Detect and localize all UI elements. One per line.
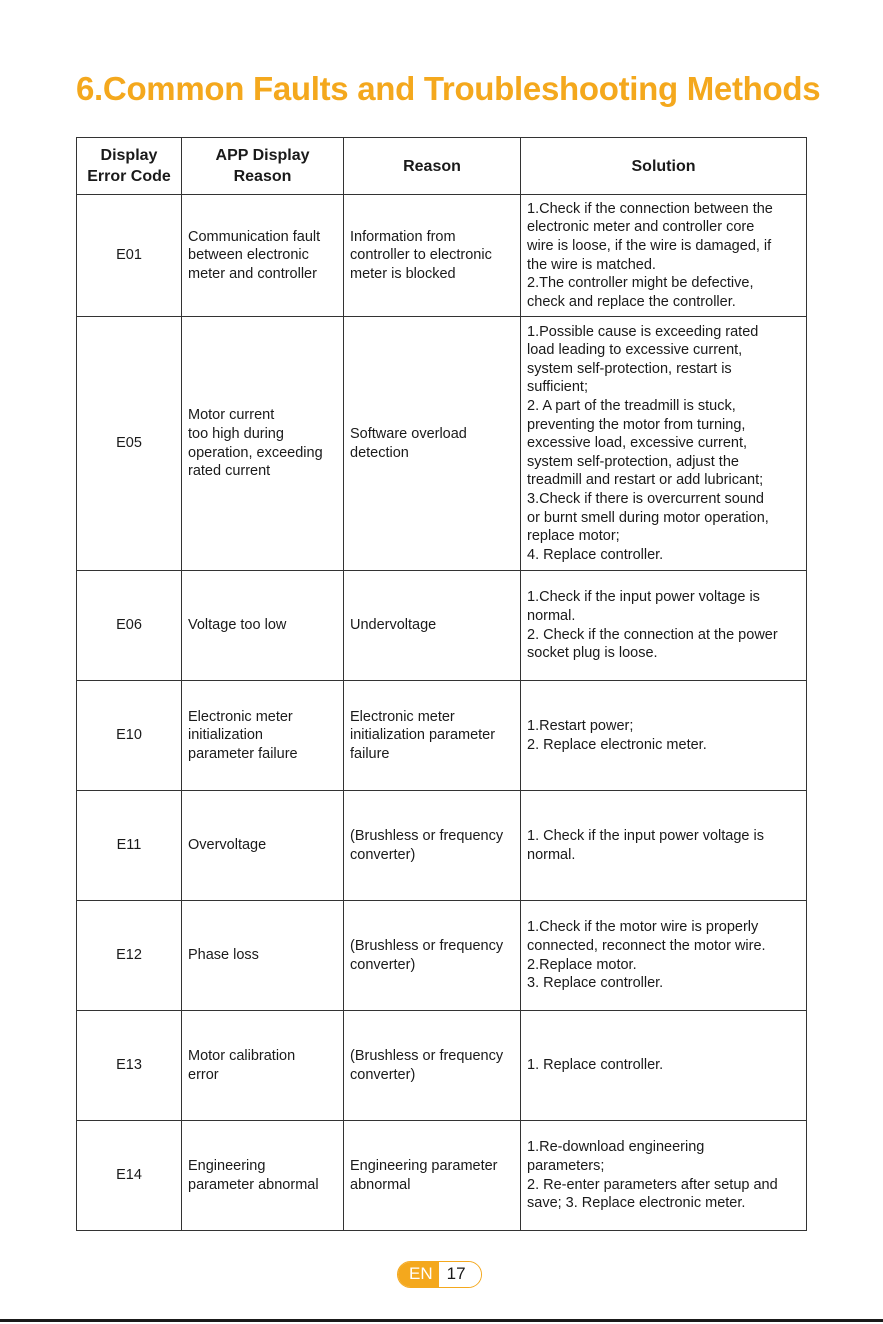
app-reason-text: Electronic meter initialization parameter failure — [188, 708, 298, 762]
solution-text: 1.Check if the motor wire is properly connected, reconnect the motor wire. 2.Replace motor. 3. Replace controller. — [527, 919, 766, 992]
page-title: 6.Common Faults and Troubleshooting Methods — [76, 70, 821, 107]
error-code-cell: E10 — [77, 681, 182, 791]
solution-cell — [521, 317, 807, 571]
header-app-reason-label: APP Display Reason — [215, 147, 310, 185]
app-reason-cell — [182, 791, 344, 901]
app-reason-text: Voltage too low — [188, 617, 287, 634]
solution-cell — [521, 571, 807, 681]
app-reason-cell — [182, 571, 344, 681]
solution-text: 1. Replace controller. — [527, 1057, 664, 1074]
app-reason-text: Engineering parameter abnormal — [188, 1157, 319, 1193]
solution-cell — [521, 1121, 807, 1231]
table-row — [77, 791, 807, 901]
page-number-badge — [397, 1261, 482, 1288]
reason-cell — [344, 901, 521, 1011]
solution-cell — [521, 901, 807, 1011]
reason-cell — [344, 571, 521, 681]
header-app-reason — [182, 138, 344, 195]
error-code-cell: E11 — [77, 791, 182, 901]
header-solution — [521, 138, 807, 195]
reason-text: (Brushless or frequency converter) — [350, 937, 504, 973]
table-row — [77, 1011, 807, 1121]
header-error-code — [77, 138, 182, 195]
reason-cell — [344, 681, 521, 791]
table-row — [77, 195, 807, 317]
reason-cell — [344, 1121, 521, 1231]
solution-cell — [521, 681, 807, 791]
header-error-code-label: Display Error Code — [87, 147, 171, 185]
table-row — [77, 681, 807, 791]
table-row — [77, 317, 807, 571]
solution-text: 1. Check if the input power voltage is normal. — [527, 827, 764, 863]
reason-text: Software overload detection — [350, 425, 467, 461]
solution-cell — [521, 791, 807, 901]
solution-text: 1.Re-download engineering parameters; 2. Re-enter parameters after setup and save; 3. Replace electronic meter. — [527, 1139, 778, 1212]
app-reason-cell — [182, 1011, 344, 1121]
app-reason-text: Motor current too high during operation, exceeding rated current — [188, 407, 323, 480]
header-solution-label: Solution — [631, 157, 696, 175]
app-reason-cell — [182, 317, 344, 571]
reason-cell — [344, 791, 521, 901]
solution-cell — [521, 1011, 807, 1121]
header-reason-label: Reason — [403, 157, 461, 175]
solution-cell — [521, 195, 807, 317]
reason-cell — [344, 1011, 521, 1121]
reason-text: Undervoltage — [350, 617, 437, 634]
reason-cell — [344, 317, 521, 571]
error-code-cell: E01 — [77, 195, 182, 317]
error-code-cell: E13 — [77, 1011, 182, 1121]
error-code-cell: E14 — [77, 1121, 182, 1231]
table-row — [77, 1121, 807, 1231]
reason-text: Information from controller to electronic meter is blocked — [350, 228, 492, 282]
error-code-cell: E06 — [77, 571, 182, 681]
app-reason-cell — [182, 1121, 344, 1231]
faults-table — [76, 137, 807, 1231]
app-reason-cell — [182, 901, 344, 1011]
app-reason-cell — [182, 681, 344, 791]
error-code-cell: E12 — [77, 901, 182, 1011]
table-row — [77, 571, 807, 681]
solution-text: 1.Check if the input power voltage is normal. 2. Check if the connection at the power socket plug is loose. — [527, 589, 778, 662]
reason-text: Engineering parameter abnormal — [350, 1157, 498, 1193]
table-header-row — [77, 138, 807, 195]
reason-text: (Brushless or frequency converter) — [350, 1047, 504, 1083]
page-number: 17 — [439, 1262, 481, 1287]
table-row — [77, 901, 807, 1011]
reason-text: (Brushless or frequency converter) — [350, 827, 504, 863]
error-code-cell: E05 — [77, 317, 182, 571]
solution-text: 1.Check if the connection between the electronic meter and controller core wire is loose, if the wire is damaged, if the wire is matched. 2.The controller might be defective, check and replace the controller. — [527, 200, 773, 310]
reason-text: Electronic meter initialization parameter failure — [350, 708, 496, 762]
header-reason — [344, 138, 521, 195]
solution-text: 1.Restart power; 2. Replace electronic meter. — [527, 717, 707, 753]
app-reason-text: Overvoltage — [188, 837, 267, 854]
language-label: EN — [398, 1262, 439, 1287]
solution-text: 1.Possible cause is exceeding rated load leading to excessive current, system self-protection, restart is sufficient; 2. A part of the treadmill is stuck, preventing the motor from turning, excessive load, excessive current, system self-protection, adjust the treadmill and restart or add lubricant; 3.Check if there is overcurrent sound or burnt smell during motor operation, replace motor; 4. Replace controller. — [527, 323, 769, 563]
reason-cell — [344, 195, 521, 317]
app-reason-text: Communication fault between electronic meter and controller — [188, 228, 321, 282]
bottom-rule — [0, 1319, 883, 1322]
app-reason-text: Motor calibration error — [188, 1047, 296, 1083]
app-reason-text: Phase loss — [188, 947, 259, 964]
app-reason-cell — [182, 195, 344, 317]
